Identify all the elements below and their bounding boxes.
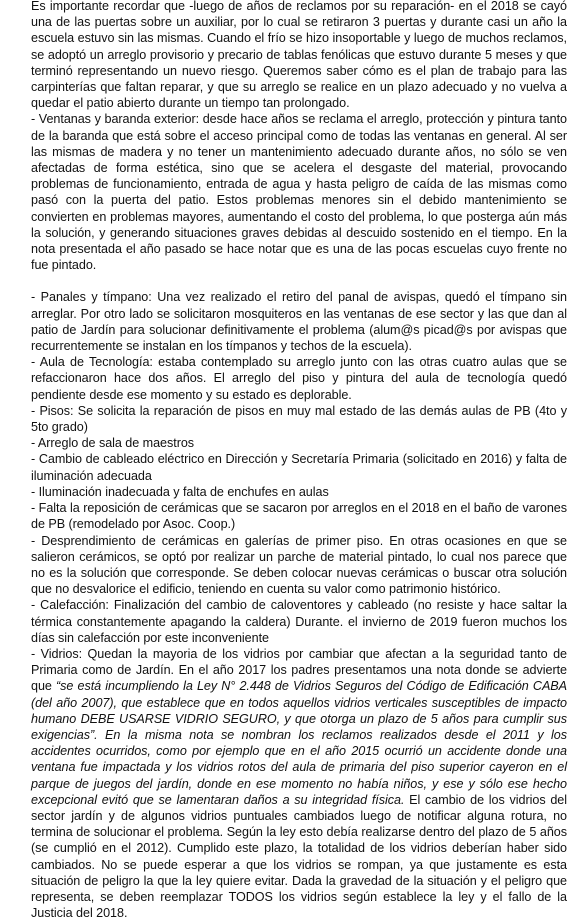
paragraph-sala-maestros: - Arreglo de sala de maestros bbox=[31, 436, 195, 451]
paragraph-aula-tecnologia: - Aula de Tecnología: estaba contemplado su arreglo junto con las otras cuatro aulas que se refaccionaron hace dos años. El arreglo del piso y pintura del aula de tecnología quedó pendiente desde ese momento y su estado es deplorable. bbox=[31, 355, 567, 402]
paragraph-calefaccion: - Calefacción: Finalización del cambio de caloventores y cableado (no resiste y hace saltar la térmica constantemente apagando la caldera) Durante. el invierno de 2019 fueron muchos los días sin calefacción por este inconveniente bbox=[31, 598, 567, 645]
document-page bbox=[31, 0, 567, 921]
paragraph-iluminacion: - Iluminación inadecuada y falta de enchufes en aulas bbox=[31, 484, 329, 499]
paragraph-puertas: Es importante recordar que -luego de años de reclamos por su reparación- en el 2018 se cayó una de las puertas sobre un auxiliar, por lo cual se retiraron 3 puertas y durante casi un año la escuela estuvo sin las mismas. Cuando el frío se hizo insoportable y luego de muchos reclamos, se adoptó un arreglo provisorio y precario de tablas fenólicas que estuvo durante 5 meses y que terminó representando un nuevo riesgo. Queremos saber cómo es el plan de trabajo para las carpinterías que faltan reparar, y que su arreglo se realice en un plazo adecuado y no vuelva a quedar el patio abierto durante un tiempo tan prolongado. bbox=[31, 0, 567, 111]
paragraph-ceramicas-bano: - Falta la reposición de cerámicas que se sacaron por arreglos en el 2018 en el baño de varones de PB (remodelado por Asoc. Coop.) bbox=[31, 501, 567, 532]
paragraph-cableado: - Cambio de cableado eléctrico en Dirección y Secretaría Primaria (solicitado en 2016) y falta de iluminación adecuada bbox=[31, 452, 567, 483]
vidrios-intro-text: - Vidrios: Quedan la mayoria de los vidrios por cambiar que afectan a la seguridad tanto de Primaria como de Jardín. En el año 2017 los padres presentamos una nota donde se advierte que bbox=[31, 646, 567, 694]
paragraph-ventanas-baranda: - Ventanas y baranda exterior: desde hace años se reclama el arreglo, protección y pintura tanto de la baranda que está sobre el acceso principal como de todas las ventanas en general. Al ser las mismas de madera y no tener un mantenimiento adecuado durante años, no sólo se ven afectadas de forma estética, sino que se acelera el desgaste del material, provocando problemas de funcionamiento, entrada de agua y hasta peligro de caída de las mismas como pasó con la puerta del patio. Estos problemas menores sin el debido mantenimiento se convierten en problemas mayores, aumentando el costo del problema, lo que posterga aún más la solución, y generando situaciones graves debidas al descuido sostenido en el tiempo. En la nota presentada el año pasado se hace notar que es una de las pocas escuelas cuyo frente no fue pintado. bbox=[31, 112, 567, 273]
vidrios-closing-text: El cambio de los vidrios del sector jardín y de algunos vidrios puntuales cambiados luego de notificar alguna rotura, no termina de solucionar el problema. Según la ley esto debía realizarse dentro del plazo de 5 años (se cumplió en el 2012). Cumplido este plazo, la totalidad de los vidrios deberían haber sido cambiados. No se puede esperar a que los vidrios se rompan, ya que justamente es esta situación de peligro la que la ley quiere evitar. Dada la gravedad de la situación y el peligro que representa, se deben reemplazar TODOS los vidrios según establece la ley y el fallo de la Justicia del 2018. bbox=[31, 792, 567, 921]
vidrios-quote-text: “se está incumpliendo la Ley N° 2.448 de Vidrios Seguros del Código de Edificación CABA (del año 2007), que establece que en todos aquellos vidrios verticales susceptibles de impacto humano DEBE USARSE VIDRIO SEGURO, y que otorga un plazo de 5 años para cumplir sus exigencias”. En la misma nota se nombran los reclamos realizados desde el 2011 y los accidentes ocurridos, como por ejemplo que en el año 2015 ocurrió un accidente donde una ventana fue impactada y los vidrios rotos del aula de primaria del piso superior cayeron en el parque de juegos del jardín, donde en ese momento no había niños, y ese y sólo ese hecho excepcional evitó que se lamentaran daños a su integridad física. bbox=[31, 679, 568, 807]
paragraph-spacer bbox=[31, 273, 567, 289]
paragraph-vidrios bbox=[31, 646, 567, 921]
paragraph-ceramicas-galerias: - Desprendimiento de cerámicas en galerías de primer piso. En otras ocasiones en que se salieron cerámicos, se optó por realizar un parche de material pintado, lo cual nos parece que no es la solución que corresponde. Se deben colocar nuevas cerámicas o buscar otra solución que no desvalorice el edificio, teniendo en cuenta su valor como patrimonio histórico. bbox=[31, 533, 567, 597]
paragraph-pisos: - Pisos: Se solicita la reparación de pisos en muy mal estado de las demás aulas de PB (4to y 5to grado) bbox=[31, 403, 567, 435]
paragraph-panales-timpano: - Panales y tímpano: Una vez realizado el retiro del panal de avispas, quedó el tímpano sin arreglar. Por otro lado se solicitaron mosquiteros en las ventanas de ese sector y las que dan al patio de Jardín para solucionar definitivamente el problema (alum@s picad@s por avispas que recurrentemente se instalan en los tímpanos y techos de la escuela). bbox=[31, 290, 567, 354]
